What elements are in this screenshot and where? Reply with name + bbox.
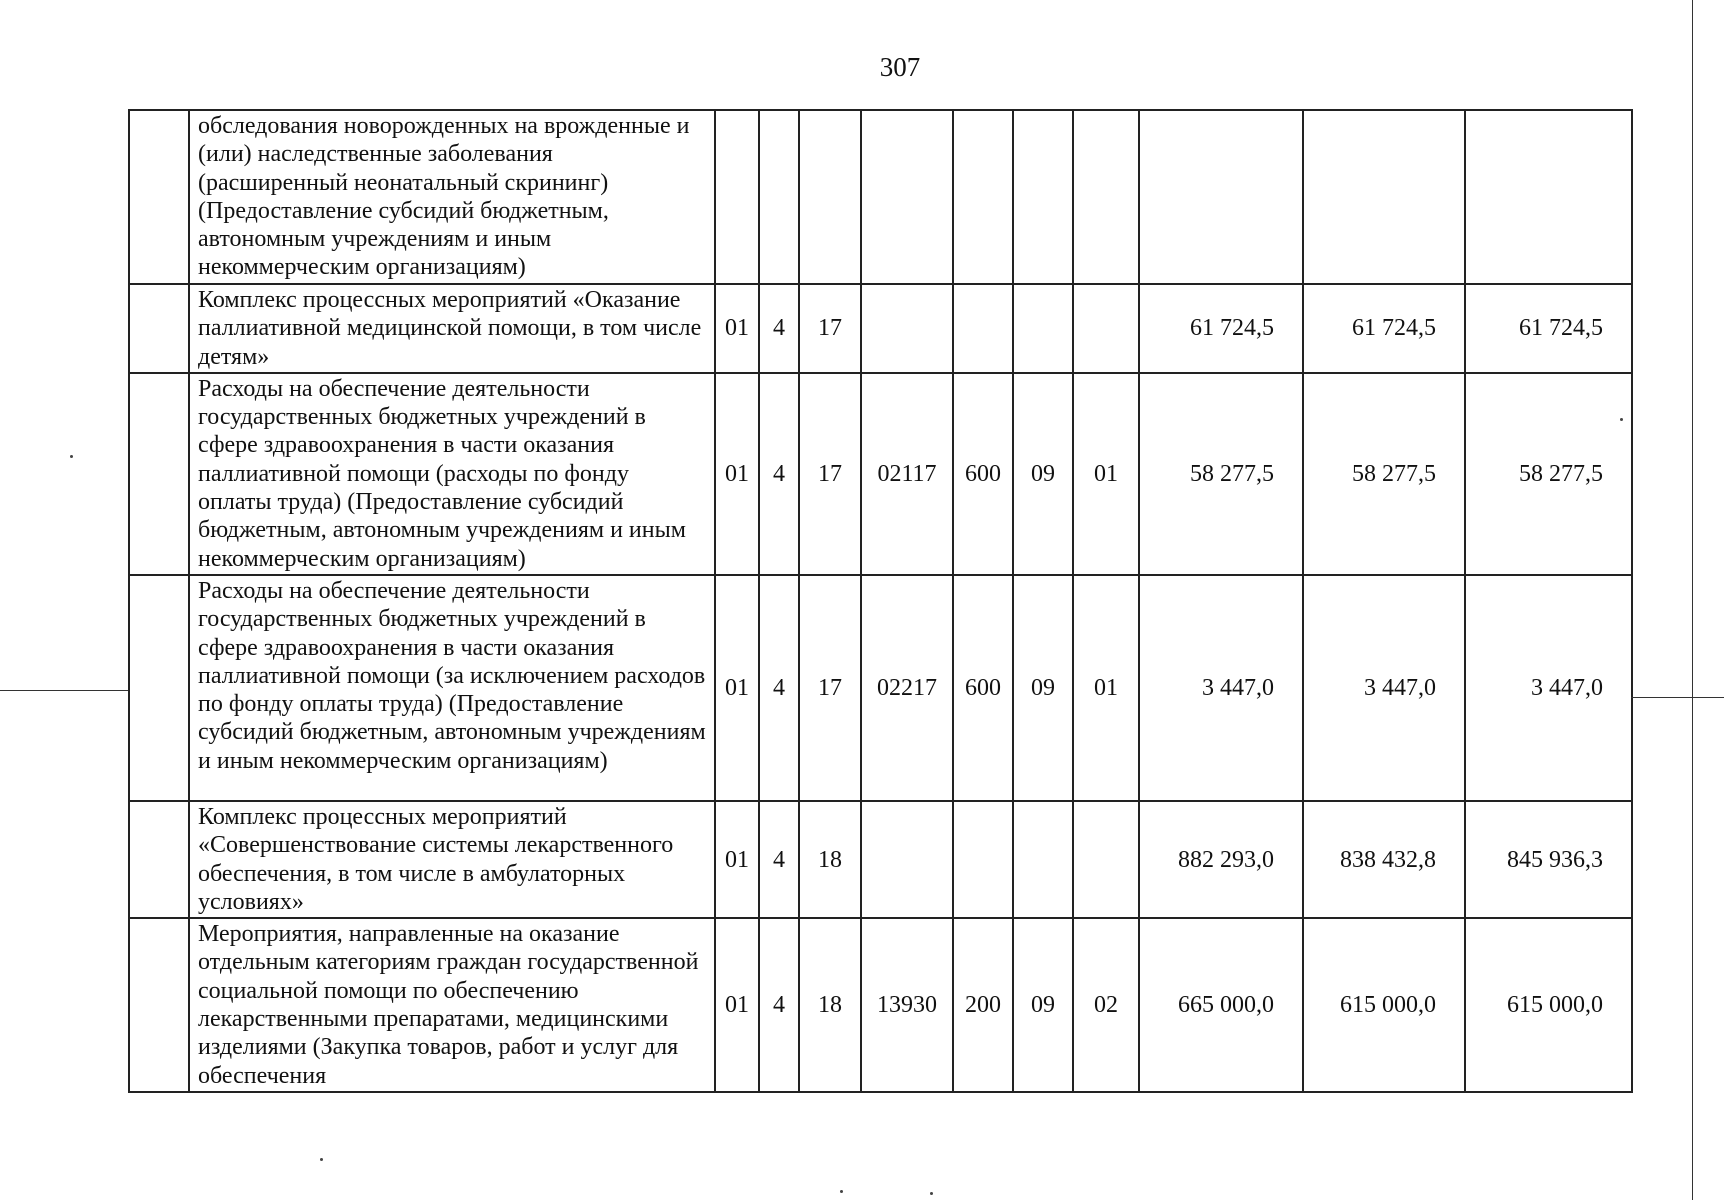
amount-year-2: 615 000,0 xyxy=(1303,918,1465,1092)
program-code-cell: 01 xyxy=(715,918,759,1092)
page-number: 307 xyxy=(879,52,921,82)
description-cell: Комплекс процессных мероприятий «Совершенствование системы лекарственного обеспечения, в том числе в амбулаторных условиях» xyxy=(189,801,715,918)
section-code-cell: 09 xyxy=(1013,575,1073,801)
budget-table xyxy=(128,109,1633,1093)
number-cell xyxy=(129,801,189,918)
direction-code-cell: 13930 xyxy=(861,918,953,1092)
description-cell: Комплекс процессных мероприятий «Оказание паллиативной медицинской помощи, в том числе детям» xyxy=(189,284,715,373)
expense-type-cell xyxy=(953,110,1013,284)
scan-artifact-speck xyxy=(1620,418,1623,421)
scan-artifact-speck xyxy=(70,455,73,458)
expense-type-cell: 200 xyxy=(953,918,1013,1092)
direction-code-cell xyxy=(861,110,953,284)
subsection-code-cell xyxy=(1073,284,1139,373)
table-row xyxy=(129,284,1632,373)
number-cell xyxy=(129,284,189,373)
program-code-cell: 01 xyxy=(715,284,759,373)
amount-year-1: 882 293,0 xyxy=(1139,801,1303,918)
amount-year-3: 58 277,5 xyxy=(1465,373,1632,575)
direction-code-cell xyxy=(861,801,953,918)
subsection-code-cell xyxy=(1073,801,1139,918)
subprogram-code-cell: 4 xyxy=(759,801,799,918)
measure-code-cell: 17 xyxy=(799,373,861,575)
program-code-cell: 01 xyxy=(715,801,759,918)
subprogram-code-cell: 4 xyxy=(759,918,799,1092)
subsection-code-cell: 01 xyxy=(1073,575,1139,801)
scan-artifact-speck xyxy=(320,1158,323,1161)
direction-code-cell: 02117 xyxy=(861,373,953,575)
amount-year-3: 61 724,5 xyxy=(1465,284,1632,373)
section-code-cell xyxy=(1013,284,1073,373)
scan-artifact-edge-line xyxy=(1692,0,1693,1200)
number-cell xyxy=(129,918,189,1092)
measure-code-cell xyxy=(799,110,861,284)
program-code-cell: 01 xyxy=(715,373,759,575)
amount-year-3 xyxy=(1465,110,1632,284)
measure-code-cell: 17 xyxy=(799,575,861,801)
description-cell: Расходы на обеспечение деятельности государственных бюджетных учреждений в сфере здравоохранения в части оказания паллиативной помощи (расходы по фонду оплаты труда) (Предоставление субсидий бюджетным, автономным учреждениям и иным некоммерческим организациям) xyxy=(189,373,715,575)
subsection-code-cell: 01 xyxy=(1073,373,1139,575)
section-code-cell: 09 xyxy=(1013,918,1073,1092)
expense-type-cell: 600 xyxy=(953,575,1013,801)
subprogram-code-cell: 4 xyxy=(759,373,799,575)
expense-type-cell: 600 xyxy=(953,373,1013,575)
amount-year-1: 3 447,0 xyxy=(1139,575,1303,801)
amount-year-3: 3 447,0 xyxy=(1465,575,1632,801)
scan-artifact-line-right xyxy=(1631,697,1724,698)
scan-artifact-line-left xyxy=(0,690,128,691)
amount-year-1 xyxy=(1139,110,1303,284)
program-code-cell: 01 xyxy=(715,575,759,801)
description-cell: Расходы на обеспечение деятельности государственных бюджетных учреждений в сфере здравоохранения в части оказания паллиативной помощи (за исключением расходов по фонду оплаты труда) (Предоставление субсидий бюджетным, автономным учреждениям и иным некоммерческим организациям) xyxy=(189,575,715,801)
table-row xyxy=(129,575,1632,801)
amount-year-2: 838 432,8 xyxy=(1303,801,1465,918)
section-code-cell xyxy=(1013,110,1073,284)
description-cell: обследования новорожденных на врожденные и (или) наследственные заболевания (расширенный неонатальный скрининг) (Предоставление субсидий бюджетным, автономным учреждениям и иным некоммерческим организациям) xyxy=(189,110,715,284)
amount-year-2: 3 447,0 xyxy=(1303,575,1465,801)
measure-code-cell: 18 xyxy=(799,801,861,918)
number-cell xyxy=(129,110,189,284)
table-row xyxy=(129,918,1632,1092)
subprogram-code-cell: 4 xyxy=(759,575,799,801)
amount-year-3: 845 936,3 xyxy=(1465,801,1632,918)
expense-type-cell xyxy=(953,801,1013,918)
measure-code-cell: 17 xyxy=(799,284,861,373)
table-row xyxy=(129,373,1632,575)
subprogram-code-cell xyxy=(759,110,799,284)
scan-artifact-speck xyxy=(930,1192,933,1195)
amount-year-2: 58 277,5 xyxy=(1303,373,1465,575)
program-code-cell xyxy=(715,110,759,284)
number-cell xyxy=(129,373,189,575)
amount-year-1: 665 000,0 xyxy=(1139,918,1303,1092)
section-code-cell xyxy=(1013,801,1073,918)
description-cell: Мероприятия, направленные на оказание отдельным категориям граждан государственной социальной помощи по обеспечению лекарственными препаратами, медицинскими изделиями (Закупка товаров, работ и услуг для обеспечения xyxy=(189,918,715,1092)
section-code-cell: 09 xyxy=(1013,373,1073,575)
amount-year-1: 58 277,5 xyxy=(1139,373,1303,575)
scan-artifact-speck xyxy=(840,1190,843,1193)
table-row xyxy=(129,110,1632,284)
subprogram-code-cell: 4 xyxy=(759,284,799,373)
subsection-code-cell: 02 xyxy=(1073,918,1139,1092)
amount-year-1: 61 724,5 xyxy=(1139,284,1303,373)
amount-year-2 xyxy=(1303,110,1465,284)
table-row xyxy=(129,801,1632,918)
direction-code-cell xyxy=(861,284,953,373)
measure-code-cell: 18 xyxy=(799,918,861,1092)
number-cell xyxy=(129,575,189,801)
amount-year-3: 615 000,0 xyxy=(1465,918,1632,1092)
expense-type-cell xyxy=(953,284,1013,373)
amount-year-2: 61 724,5 xyxy=(1303,284,1465,373)
subsection-code-cell xyxy=(1073,110,1139,284)
direction-code-cell: 02217 xyxy=(861,575,953,801)
